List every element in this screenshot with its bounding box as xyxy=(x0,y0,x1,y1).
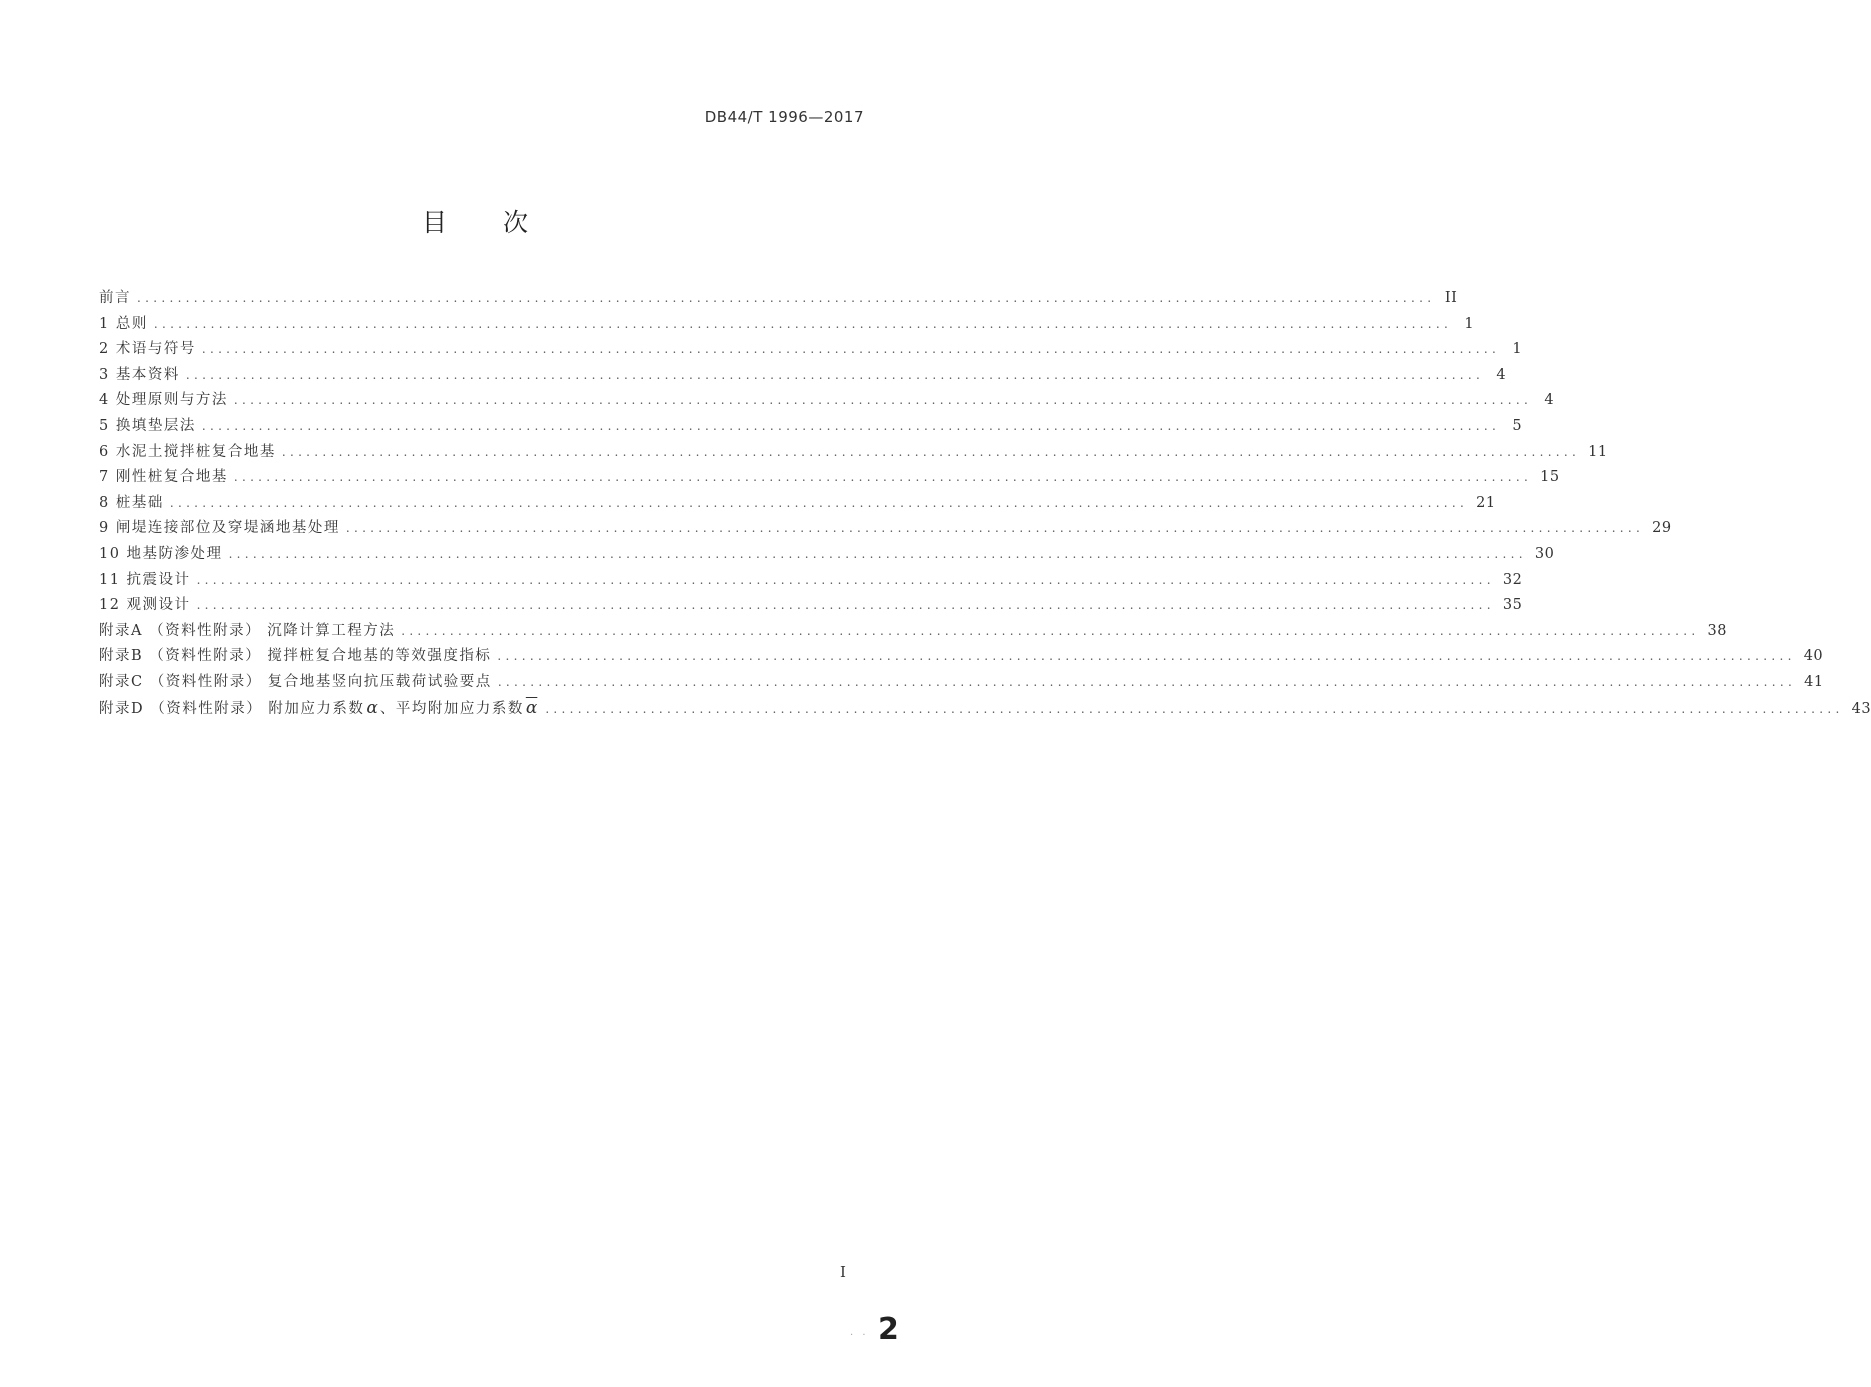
toc-label xyxy=(99,696,539,723)
toc-page-number: 29 xyxy=(1652,520,1672,537)
alpha-symbol: α xyxy=(366,697,378,718)
toc-label-middle: 、平均附加应力系数 xyxy=(379,700,524,717)
toc-label: 12 观测设计 xyxy=(99,597,191,614)
dot-leader: ................................................................................................................................................................ xyxy=(201,342,1501,357)
toc-label: 8 桩基础 xyxy=(99,494,164,511)
toc-label: 9 闸堤连接部位及穿堤涵地基处理 xyxy=(99,520,340,537)
toc-label: 7 刚性桩复合地基 xyxy=(99,469,228,486)
dot-leader: ................................................................................................................................................................ xyxy=(196,598,1495,613)
dot-leader: ................................................................................................................................................................ xyxy=(137,291,1436,305)
toc-entry-8[interactable] xyxy=(99,491,1496,517)
toc-entry-9[interactable] xyxy=(99,516,1672,542)
page-title: 目 次 xyxy=(422,208,552,237)
toc-label: 附录B （资料性附录） 搅拌桩复合地基的等效强度指标 xyxy=(99,648,492,665)
toc-label: 1 总则 xyxy=(99,315,148,332)
toc-entry-11[interactable] xyxy=(99,568,1523,594)
toc-page-number: 1 xyxy=(1512,341,1523,358)
standard-code: DB44/T 1996—2017 xyxy=(704,108,864,126)
dot-leader: ................................................................................................................................................................ xyxy=(169,495,1469,510)
dot-leader: ................................................................................................................................................................ xyxy=(497,674,1797,689)
toc-label: 4 处理原则与方法 xyxy=(99,392,228,409)
toc-page-number: 40 xyxy=(1803,648,1824,665)
toc-entry-preface[interactable] xyxy=(99,286,1458,312)
toc-entry-appendix-b[interactable] xyxy=(99,644,1824,670)
toc-page-number: 21 xyxy=(1476,494,1496,511)
toc-entry-7[interactable] xyxy=(99,465,1560,491)
table-of-contents xyxy=(99,286,1871,721)
toc-page-number: II xyxy=(1444,290,1458,306)
dot-leader: ................................................................................................................................................................ xyxy=(545,701,1844,716)
dot-leader: ................................................................................................................................................................ xyxy=(345,521,1645,536)
toc-page-number: 32 xyxy=(1502,571,1523,588)
toc-page-number: 38 xyxy=(1707,622,1727,639)
toc-label: 前言 xyxy=(99,290,131,306)
dot-leader: ................................................................................................................................................................ xyxy=(281,444,1581,459)
toc-entry-3[interactable] xyxy=(99,363,1507,389)
dot-leader: ................................................................................................................................................................ xyxy=(196,572,1495,587)
corner-dots: · · xyxy=(850,1330,869,1341)
toc-label-prefix: 附录D （资料性附录） 附加应力系数 xyxy=(99,700,365,717)
toc-page-number: 5 xyxy=(1512,417,1523,434)
dot-leader: ................................................................................................................................................................ xyxy=(201,418,1501,433)
toc-page-number: 1 xyxy=(1464,315,1475,332)
dot-leader: ................................................................................................................................................................ xyxy=(497,649,1796,664)
dot-leader: ................................................................................................................................................................ xyxy=(233,470,1533,485)
dot-leader: ................................................................................................................................................................ xyxy=(233,393,1533,408)
toc-label: 2 术语与符号 xyxy=(99,341,196,358)
dot-leader: ................................................................................................................................................................ xyxy=(185,367,1485,382)
toc-page-number: 11 xyxy=(1588,443,1608,460)
toc-page-number: 43 xyxy=(1851,700,1871,717)
toc-entry-4[interactable] xyxy=(99,388,1555,414)
footer-page-number: I xyxy=(840,1263,846,1281)
dot-leader: ................................................................................................................................................................ xyxy=(401,623,1700,638)
toc-label: 10 地基防渗处理 xyxy=(99,545,223,562)
dot-leader: ................................................................................................................................................................ xyxy=(153,316,1453,331)
toc-label: 3 基本资料 xyxy=(99,366,180,383)
toc-label: 附录A （资料性附录） 沉降计算工程方法 xyxy=(99,622,396,639)
corner-mark: 2 xyxy=(878,1312,899,1347)
toc-label: 6 水泥土搅拌桩复合地基 xyxy=(99,443,276,460)
toc-page-number: 41 xyxy=(1804,673,1824,690)
toc-page-number: 30 xyxy=(1534,545,1555,562)
toc-entry-appendix-c[interactable] xyxy=(99,670,1824,696)
toc-page-number: 4 xyxy=(1496,366,1507,383)
toc-entry-10[interactable] xyxy=(99,542,1555,568)
toc-page-number: 4 xyxy=(1544,392,1555,409)
toc-page-number: 35 xyxy=(1502,597,1523,614)
dot-leader: ................................................................................................................................................................ xyxy=(228,546,1527,561)
toc-entry-appendix-d[interactable] xyxy=(99,696,1871,722)
toc-entry-12[interactable] xyxy=(99,593,1523,619)
toc-entry-1[interactable] xyxy=(99,312,1475,338)
toc-label: 附录C （资料性附录） 复合地基竖向抗压载荷试验要点 xyxy=(99,673,492,690)
toc-entry-6[interactable] xyxy=(99,440,1608,466)
alpha-bar-symbol: $\overline{\alpha}$ xyxy=(525,697,538,718)
toc-page-number: 15 xyxy=(1540,469,1560,486)
toc-entry-5[interactable] xyxy=(99,414,1523,440)
toc-label: 11 抗震设计 xyxy=(99,571,191,588)
toc-entry-appendix-a[interactable] xyxy=(99,619,1727,645)
toc-label: 5 换填垫层法 xyxy=(99,417,196,434)
toc-entry-2[interactable] xyxy=(99,337,1523,363)
